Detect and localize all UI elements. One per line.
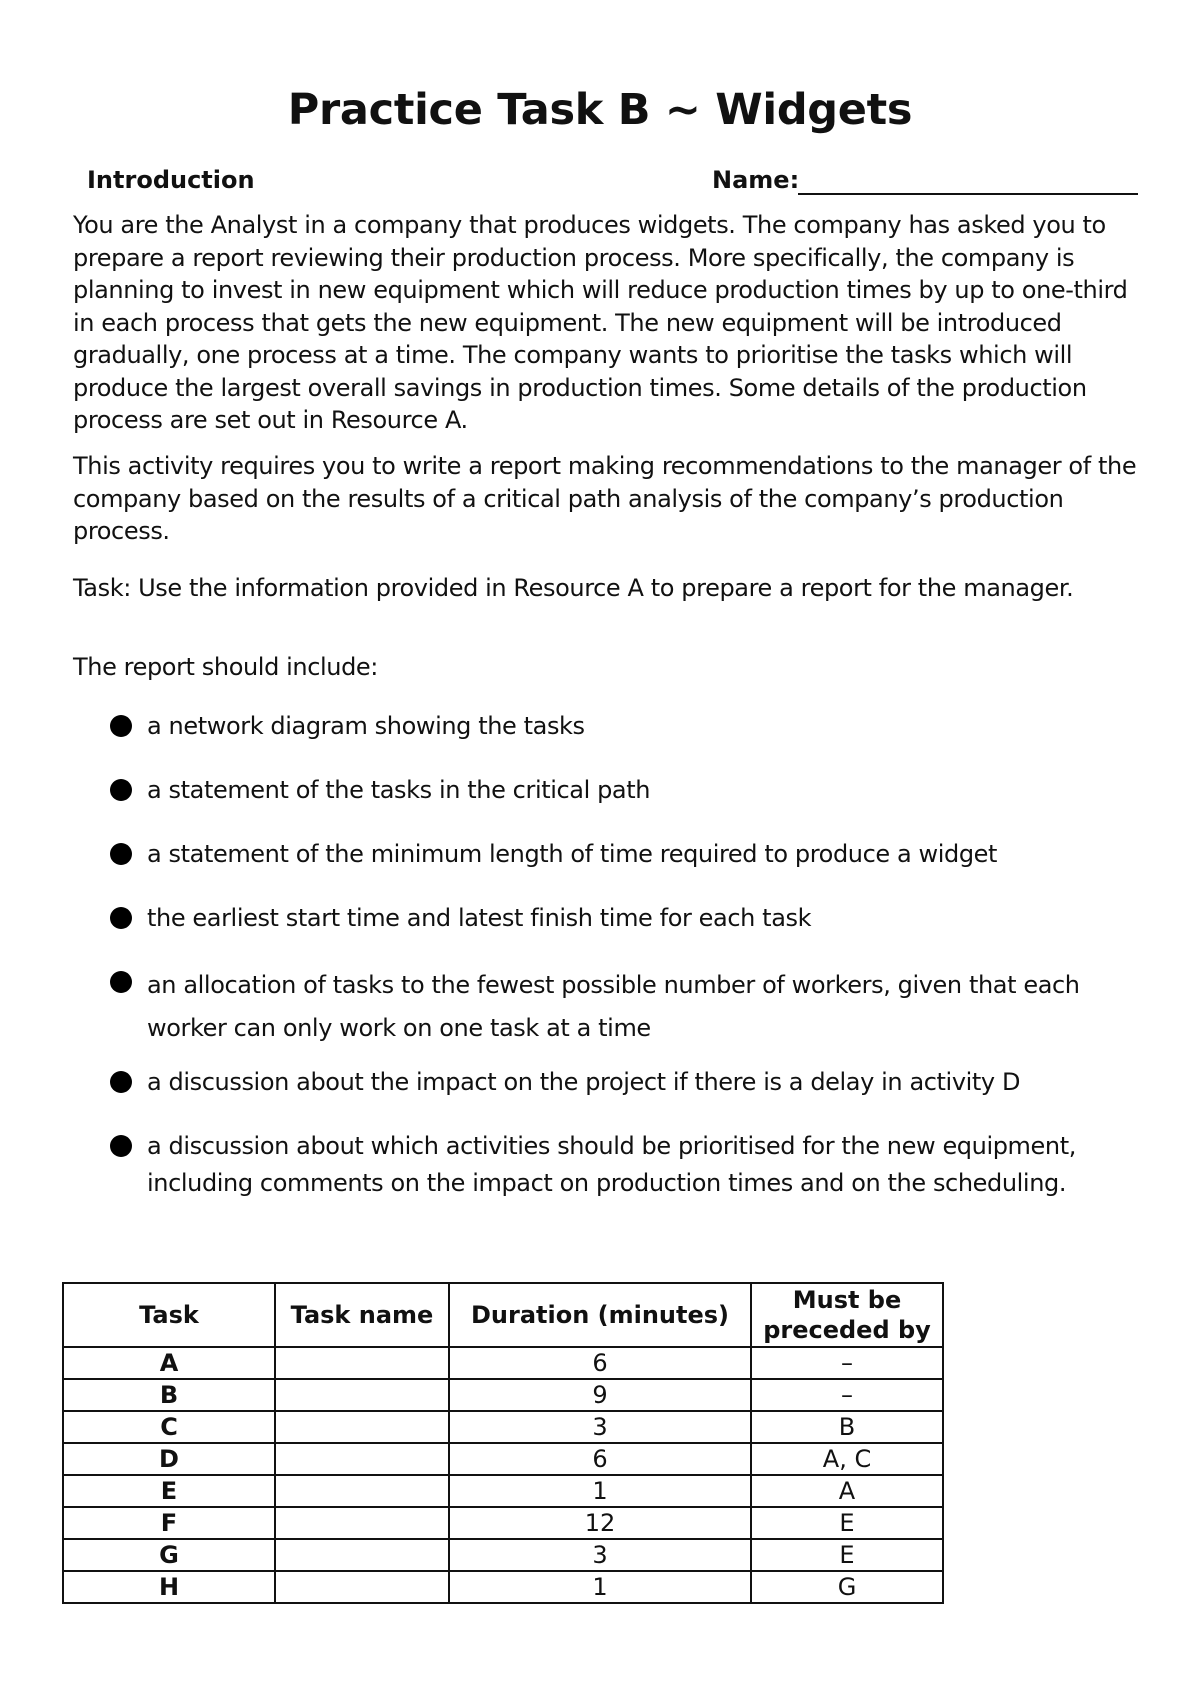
header-task: Task	[63, 1283, 275, 1347]
list-item-text: a network diagram showing the tasks	[147, 712, 585, 740]
header-duration: Duration (minutes)	[449, 1283, 751, 1347]
table-header-row	[63, 1283, 943, 1347]
task-name-cell[interactable]	[275, 1411, 449, 1443]
bullet-dot-icon	[110, 779, 132, 801]
task-cell: G	[63, 1539, 275, 1571]
task-name-cell[interactable]	[275, 1571, 449, 1603]
task-cell: H	[63, 1571, 275, 1603]
task-name-cell[interactable]	[275, 1443, 449, 1475]
task-cell: D	[63, 1443, 275, 1475]
task-cell: F	[63, 1507, 275, 1539]
list-item-text: a discussion about which activities should be prioritised for the new equipment, including comments on the impact on production times and on the scheduling.	[147, 1132, 1076, 1197]
task-name-cell[interactable]	[275, 1539, 449, 1571]
bullet-dot-icon	[110, 907, 132, 929]
resource-table	[62, 1282, 944, 1604]
task-name-cell[interactable]	[275, 1507, 449, 1539]
list-item-text: a discussion about the impact on the project if there is a delay in activity D	[147, 1068, 1021, 1096]
bullet-dot-icon	[110, 1071, 132, 1093]
bullet-dot-icon	[110, 1135, 132, 1157]
preceded-cell: E	[751, 1507, 943, 1539]
bullet-dot-icon	[110, 715, 132, 737]
task-name-cell[interactable]	[275, 1475, 449, 1507]
header-task-name: Task name	[275, 1283, 449, 1347]
table-row	[63, 1475, 943, 1507]
table-row	[63, 1539, 943, 1571]
table-row	[63, 1443, 943, 1475]
intro-paragraph: You are the Analyst in a company that produces widgets. The company has asked you to prepare a report reviewing their production process. More specifically, the company is planning to invest in new equipment which will reduce production times by up to one-third in each process that gets the new equipment. The new equipment will be introduced gradually, one process at a time. The company wants to prioritise the tasks which will produce the largest overall savings in production times. Some details of the production process are set out in Resource A.	[73, 211, 1128, 434]
table-row	[63, 1507, 943, 1539]
duration-cell: 3	[449, 1539, 751, 1571]
duration-cell: 6	[449, 1347, 751, 1379]
task-paragraph: Task: Use the information provided in Resource A to prepare a report for the manager.	[73, 574, 1074, 602]
duration-cell: 6	[449, 1443, 751, 1475]
duration-cell: 12	[449, 1507, 751, 1539]
task-cell: C	[63, 1411, 275, 1443]
activity-paragraph: This activity requires you to write a report making recommendations to the manager of the company based on the results of a critical path analysis of the company’s production process.	[73, 452, 1137, 545]
table-row	[63, 1347, 943, 1379]
list-item-text: an allocation of tasks to the fewest possible number of workers, given that each worker can only work on one task at a time	[147, 971, 1080, 1042]
preceded-cell: –	[751, 1379, 943, 1411]
header-preceded-by: Must be preceded by	[751, 1283, 943, 1347]
preceded-cell: G	[751, 1571, 943, 1603]
task-name-cell[interactable]	[275, 1379, 449, 1411]
duration-cell: 3	[449, 1411, 751, 1443]
page-title: Practice Task B ~ Widgets	[287, 85, 913, 135]
preceded-cell: A	[751, 1475, 943, 1507]
duration-cell: 1	[449, 1571, 751, 1603]
duration-cell: 1	[449, 1475, 751, 1507]
task-cell: A	[63, 1347, 275, 1379]
table-row	[63, 1411, 943, 1443]
duration-cell: 9	[449, 1379, 751, 1411]
preceded-cell: B	[751, 1411, 943, 1443]
name-label: Name:	[712, 166, 800, 194]
bullet-dot-icon	[110, 843, 132, 865]
preceded-cell: E	[751, 1539, 943, 1571]
introduction-heading: Introduction	[87, 166, 255, 194]
bullet-dot-icon	[110, 971, 132, 993]
task-cell: E	[63, 1475, 275, 1507]
preceded-cell: –	[751, 1347, 943, 1379]
list-item-text: a statement of the minimum length of time required to produce a widget	[147, 840, 998, 868]
task-name-cell[interactable]	[275, 1347, 449, 1379]
task-cell: B	[63, 1379, 275, 1411]
list-item-text: the earliest start time and latest finish time for each task	[147, 904, 812, 932]
table-row	[63, 1571, 943, 1603]
table-row	[63, 1379, 943, 1411]
preceded-cell: A, C	[751, 1443, 943, 1475]
list-item-text: a statement of the tasks in the critical path	[147, 776, 651, 804]
report-include-paragraph: The report should include:	[73, 653, 378, 681]
